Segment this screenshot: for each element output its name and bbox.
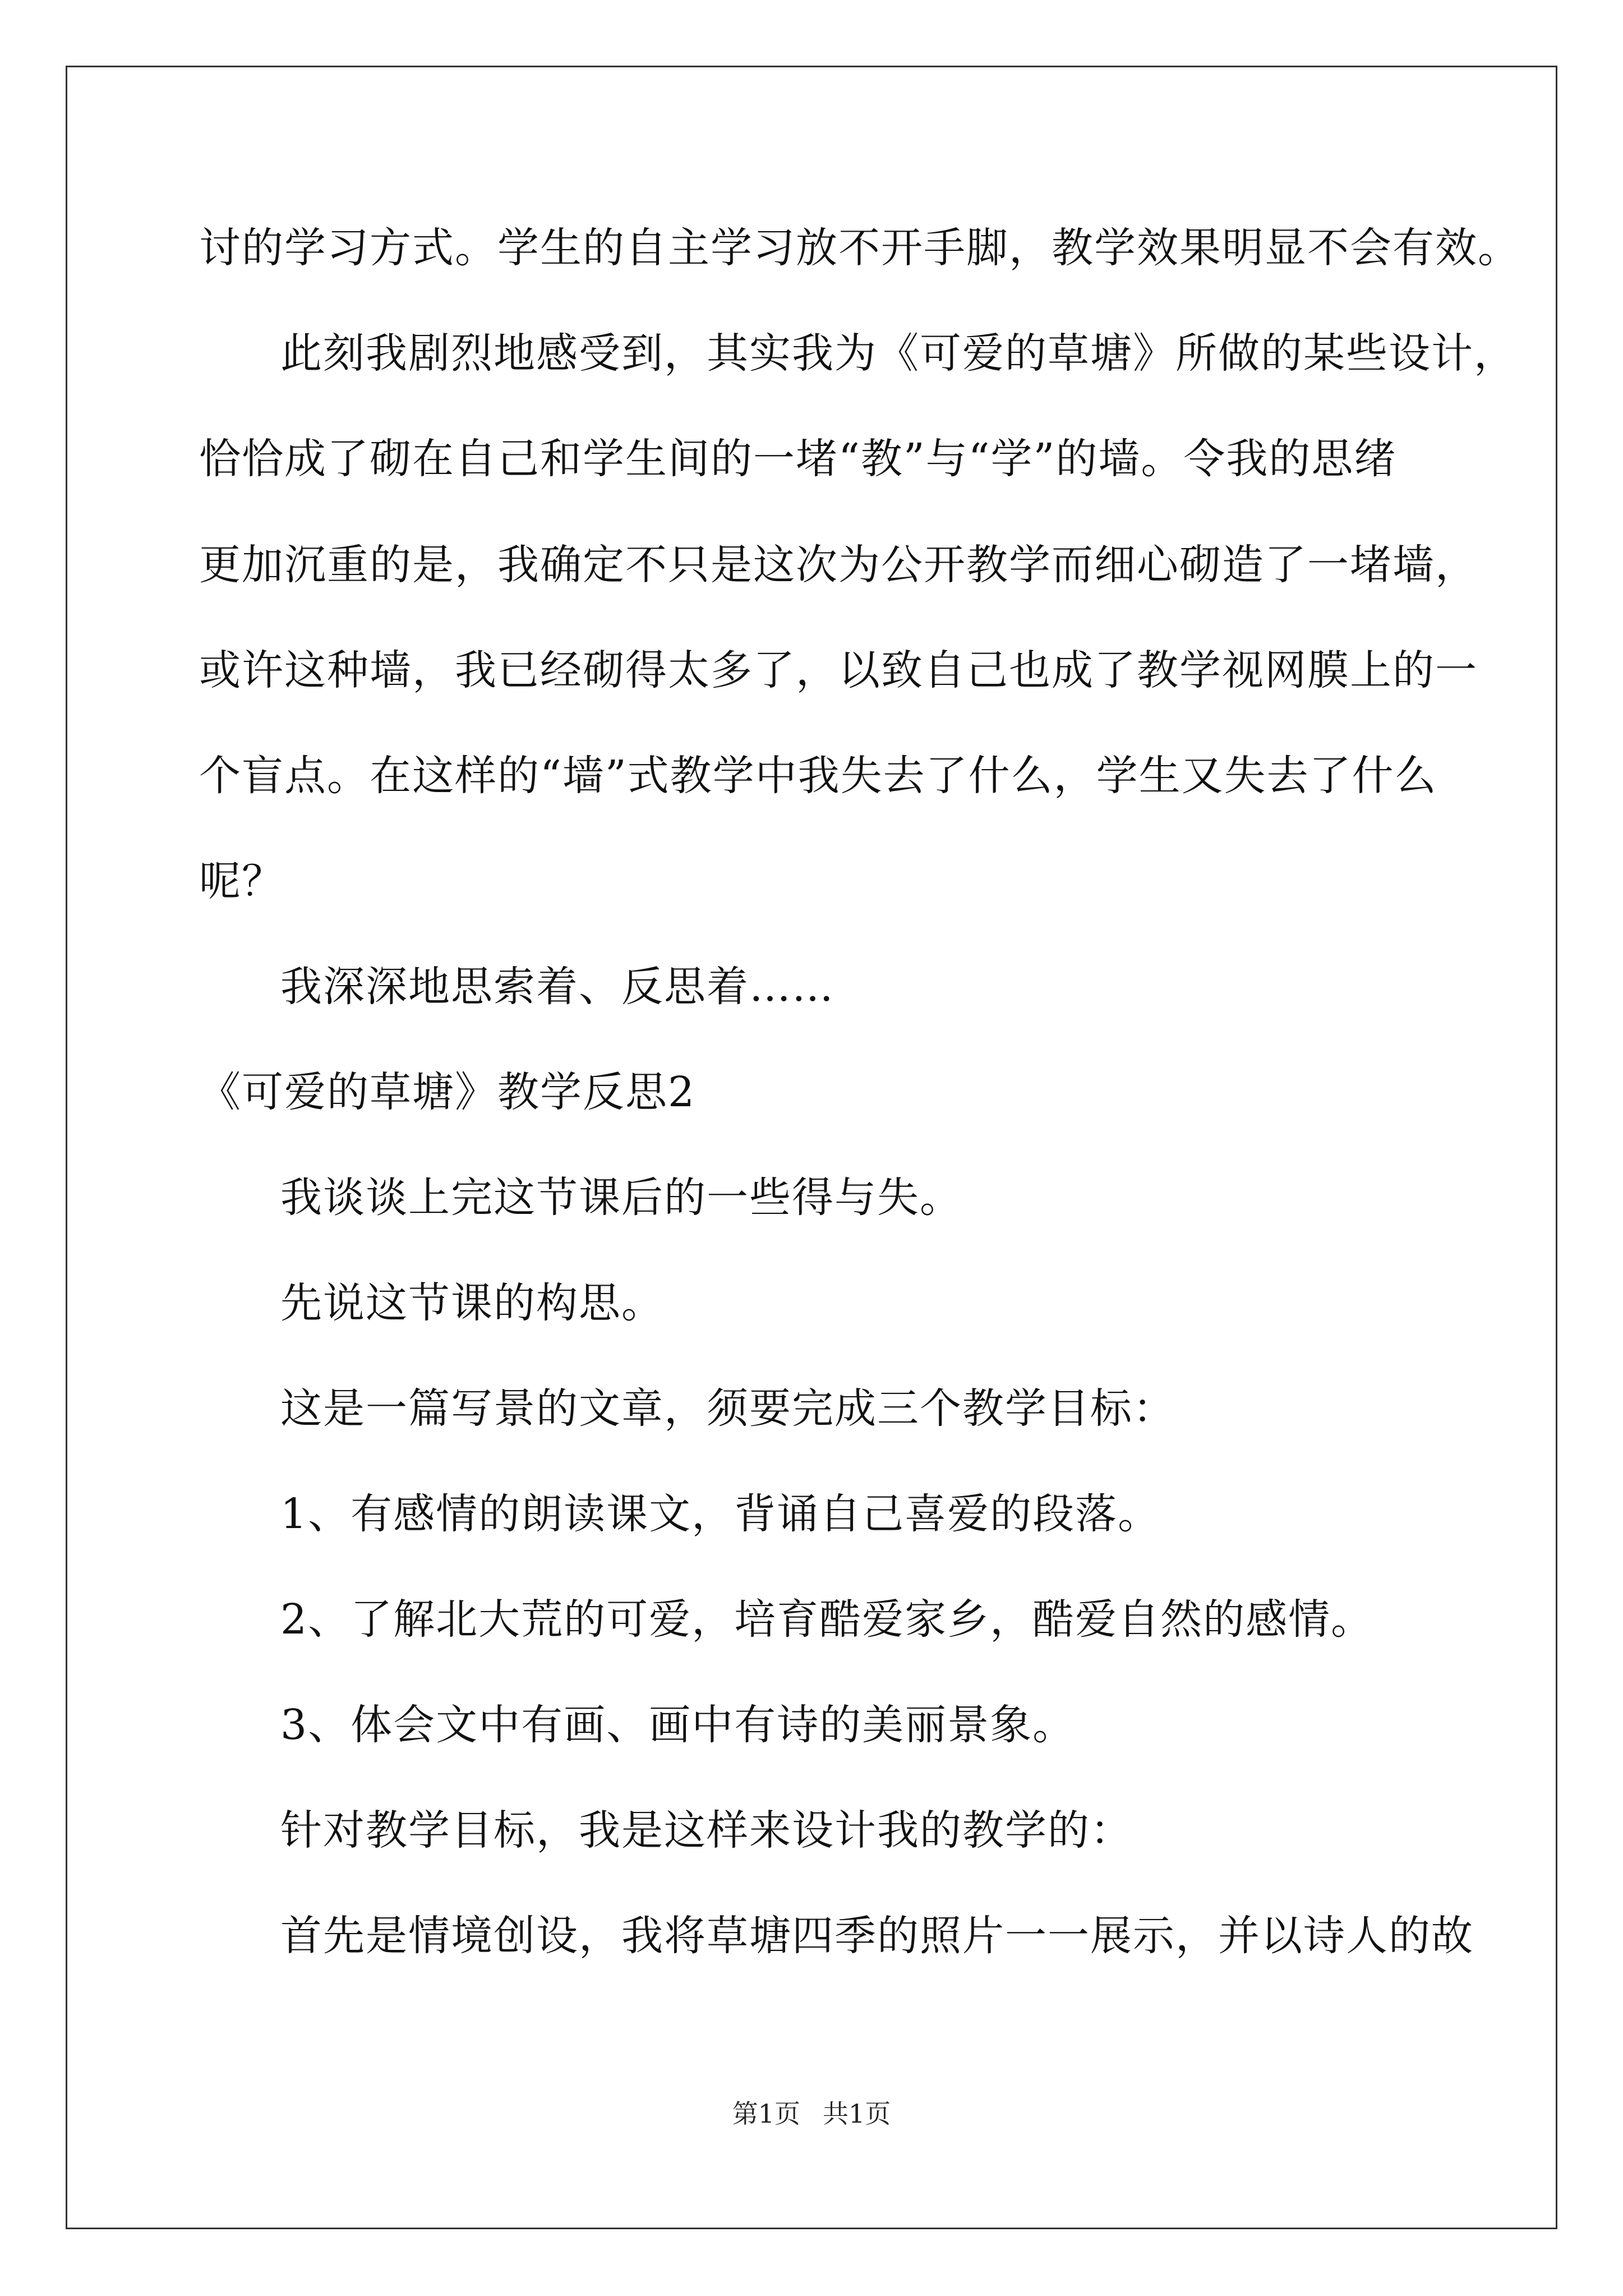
section-heading: 《可爱的草塘》教学反思2 [199,1068,696,1116]
paragraph-line: 个盲点。在这样的“墙”式教学中我失去了什么，学生又失去了什么 [199,752,1437,800]
page-total: 共1页 [823,2099,891,2129]
paragraph-line: 或许这种墙，我已经砌得太多了，以致自己也成了教学视网膜上的一 [199,646,1478,694]
paragraph-line: 我谈谈上完这节课后的一些得与失。 [280,1174,962,1222]
paragraph-line: 讨的学习方式。学生的自主学习放不开手脚，教学效果明显不会有效。 [199,224,1520,272]
paragraph-line: 针对教学目标，我是这样来设计我的教学的： [280,1806,1133,1855]
list-item: 1、有感情的朗读课文，背诵自己喜爱的段落。 [280,1490,1161,1538]
paragraph-line: 我深深地思索着、反思着…… [280,963,834,1011]
paragraph-line: 这是一篇写景的文章，须要完成三个教学目标： [280,1384,1175,1433]
list-item: 2、了解北大荒的可爱，培育酷爱家乡，酷爱自然的感情。 [280,1595,1374,1644]
paragraph-line: 呢？ [199,857,284,905]
page-number: 第1页 [732,2099,800,2129]
paragraph-line: 首先是情境创设，我将草塘四季的照片一一展示，并以诗人的故 [280,1912,1474,1960]
paragraph-line: 恰恰成了砌在自己和学生间的一堵“教”与“学”的墙。令我的思绪 [199,435,1397,483]
paragraph-line: 此刻我剧烈地感受到，其实我为《可爱的草塘》所做的某些设计， [280,329,1516,378]
paragraph-line: 更加沉重的是，我确定不只是这次为公开教学而细心砌造了一堵墙， [199,541,1478,589]
paragraph-line: 先说这节课的构思。 [280,1279,664,1327]
page-footer [0,2097,1623,2131]
list-item: 3、体会文中有画、画中有诗的美丽景象。 [280,1701,1076,1749]
